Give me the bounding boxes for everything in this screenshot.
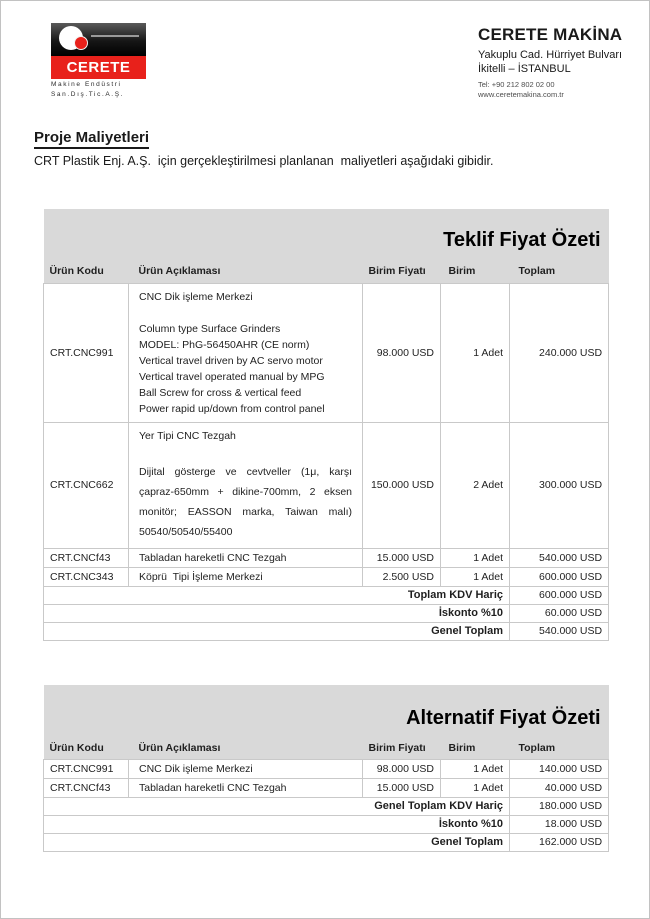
summary-label: Toplam KDV Hariç [44, 586, 510, 604]
unit-price: 98.000 USD [363, 283, 441, 422]
summary-label: Genel Toplam [44, 622, 510, 640]
description-line: Vertical travel driven by AC servo motor [139, 354, 323, 367]
product-code: CRT.CNC991 [44, 283, 129, 422]
alternative-price-table [43, 685, 609, 852]
summary-row [44, 833, 609, 851]
unit-price: 15.000 USD [363, 778, 441, 797]
row-total: 140.000 USD [510, 759, 609, 778]
description-line: Yer Tipi CNC Tezgah [139, 429, 236, 442]
quantity: 1 Adet [441, 759, 510, 778]
col-header-product-code: Ürün Kodu [44, 259, 129, 283]
description-paragraph: Dijital gösterge ve cevtveller (1μ, karşı çapraz-650mm + dikine-700mm, 2 eksen monitör; EASSON marka, Taiwan malı) 50540/50540/55400 [139, 465, 355, 538]
summary-value: 18.000 USD [510, 815, 609, 833]
column-header-row [44, 259, 609, 283]
product-description: Köprü Tipi İşleme Merkezi [129, 567, 363, 586]
company-name: CERETE MAKİNA [478, 25, 623, 44]
description-line: Ball Screw for cross & vertical feed [139, 386, 302, 399]
summary-label: Genel Toplam [44, 833, 510, 851]
unit-price: 150.000 USD [363, 422, 441, 548]
description-line: Column type Surface Grinders [139, 322, 281, 335]
col-header-description: Ürün Açıklaması [129, 737, 363, 759]
page-title: Proje Maliyetleri [34, 129, 149, 149]
company-logo [51, 23, 146, 99]
company-phone: Tel: +90 212 802 02 00 [478, 80, 555, 89]
col-header-total: Toplam [510, 737, 609, 759]
description-line: Power rapid up/down from control panel [139, 402, 325, 415]
quantity: 1 Adet [441, 548, 510, 567]
company-website: www.ceretemakina.com.tr [478, 90, 564, 99]
row-total: 300.000 USD [510, 422, 609, 548]
logo-wordmark: CERETE [51, 56, 146, 79]
summary-label: İskonto %10 [44, 815, 510, 833]
summary-value: 180.000 USD [510, 797, 609, 815]
summary-row [44, 586, 609, 604]
table-title: Alternatif Fiyat Özeti [44, 685, 609, 737]
product-description: CNC Dik işleme Merkezi [129, 759, 363, 778]
col-header-description: Ürün Açıklaması [129, 259, 363, 283]
summary-row [44, 604, 609, 622]
product-code: CRT.CNCf43 [44, 778, 129, 797]
logo-circle-red [74, 36, 88, 50]
description-line: CNC Dik işleme Merkezi [139, 290, 253, 303]
quantity: 1 Adet [441, 283, 510, 422]
product-description: Tabladan hareketli CNC Tezgah [129, 778, 363, 797]
product-code: CRT.CNC991 [44, 759, 129, 778]
summary-row [44, 622, 609, 640]
logo-line [91, 35, 139, 37]
intro-text: CRT Plastik Enj. A.Ş. için gerçekleştirilmesi planlanan maliyetleri aşağıdaki gibidir. [34, 154, 494, 168]
summary-row [44, 797, 609, 815]
table-title-row [44, 685, 609, 737]
summary-value: 540.000 USD [510, 622, 609, 640]
table-row [44, 778, 609, 797]
product-description [129, 422, 363, 548]
col-header-total: Toplam [510, 259, 609, 283]
unit-price: 98.000 USD [363, 759, 441, 778]
description-line: Vertical travel operated manual by MPG [139, 370, 325, 383]
quantity: 1 Adet [441, 567, 510, 586]
col-header-unit-price: Birim Fiyatı [363, 737, 441, 759]
company-address-line2: İkitelli – İSTANBUL [478, 63, 571, 75]
product-code: CRT.CNC662 [44, 422, 129, 548]
col-header-unit: Birim [441, 259, 510, 283]
table-row [44, 283, 609, 422]
row-total: 240.000 USD [510, 283, 609, 422]
logo-subtitle-line2: San.Dış.Tic.A.Ş. [51, 91, 125, 98]
company-info-block [478, 25, 643, 100]
unit-price: 2.500 USD [363, 567, 441, 586]
summary-value: 60.000 USD [510, 604, 609, 622]
summary-label: Genel Toplam KDV Hariç [44, 797, 510, 815]
column-header-row [44, 737, 609, 759]
quantity: 1 Adet [441, 778, 510, 797]
col-header-product-code: Ürün Kodu [44, 737, 129, 759]
description-line: MODEL: PhG-56450AHR (CE norm) [139, 338, 310, 351]
offer-price-table [43, 209, 609, 641]
quantity: 2 Adet [441, 422, 510, 548]
col-header-unit: Birim [441, 737, 510, 759]
table-row [44, 567, 609, 586]
table-row [44, 422, 609, 548]
row-total: 600.000 USD [510, 567, 609, 586]
company-address-line1: Yakuplu Cad. Hürriyet Bulvarı [478, 49, 623, 61]
description-spacer [139, 444, 352, 460]
product-description: Tabladan hareketli CNC Tezgah [129, 548, 363, 567]
logo-subtitle-line1: Makine Endüstri [51, 81, 122, 88]
product-code: CRT.CNCf43 [44, 548, 129, 567]
table-row [44, 548, 609, 567]
row-total: 540.000 USD [510, 548, 609, 567]
unit-price: 15.000 USD [363, 548, 441, 567]
summary-label: İskonto %10 [44, 604, 510, 622]
product-description [129, 283, 363, 422]
table-row [44, 759, 609, 778]
description-line [139, 305, 352, 321]
table-title-row [44, 209, 609, 259]
row-total: 40.000 USD [510, 778, 609, 797]
summary-value: 162.000 USD [510, 833, 609, 851]
col-header-unit-price: Birim Fiyatı [363, 259, 441, 283]
logo-mark [51, 23, 146, 56]
product-code: CRT.CNC343 [44, 567, 129, 586]
summary-value: 600.000 USD [510, 586, 609, 604]
table-title: Teklif Fiyat Özeti [44, 209, 609, 259]
summary-row [44, 815, 609, 833]
